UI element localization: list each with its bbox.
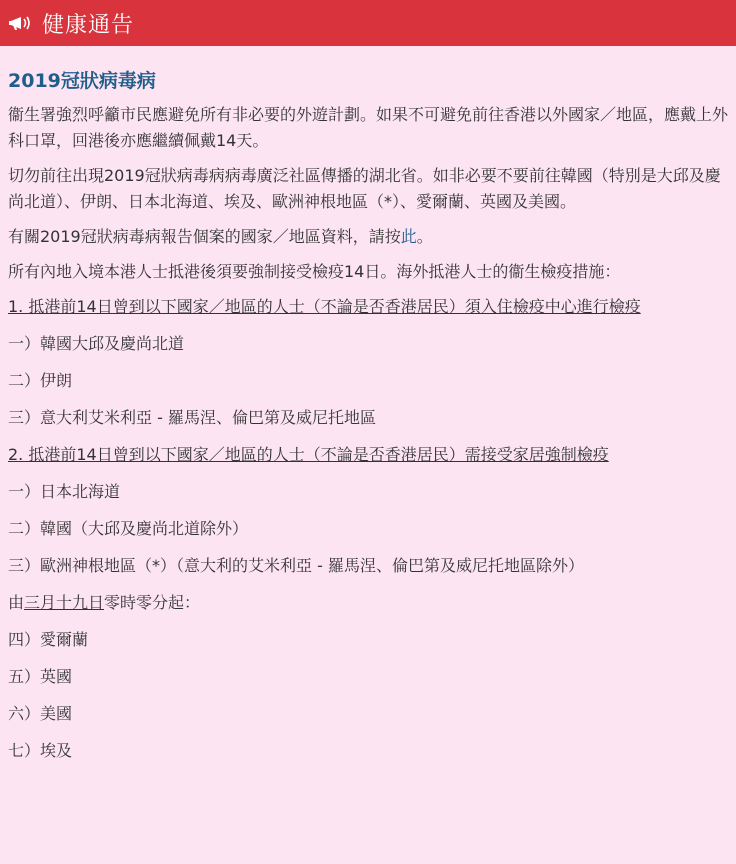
list-item: 二）伊朗 bbox=[8, 371, 73, 390]
effective-prefix: 由 bbox=[8, 593, 25, 612]
list-item: 四）愛爾蘭 bbox=[8, 630, 89, 649]
list-item: 一）日本北海道 bbox=[8, 482, 121, 501]
advice-paragraph-4: 所有內地入境本港人士抵港後須要強制接受檢疫14日。海外抵港人士的衞生檢疫措施： bbox=[8, 262, 621, 281]
section-2-title: 2. 抵港前14日曾到以下國家／地區的人士（不論是否香港居民）需接受家居強制檢疫 bbox=[8, 445, 609, 464]
section-1-title: 1. 抵港前14日曾到以下國家／地區的人士（不論是否香港居民）須入住檢疫中心進行檢疫 bbox=[8, 297, 641, 316]
page-title: 健康通告 bbox=[42, 12, 135, 38]
list-item: 一）韓國大邱及慶尚北道 bbox=[8, 334, 185, 353]
list-item: 七）埃及 bbox=[8, 741, 73, 760]
paragraph-3-end: 。 bbox=[416, 227, 433, 246]
section-heading: 2019冠狀病毒病 bbox=[8, 70, 156, 92]
cases-link[interactable]: 此 bbox=[400, 227, 417, 246]
list-item: 六）美國 bbox=[8, 704, 73, 723]
advice-paragraph-2: 切勿前往出現2019冠狀病毒病病毒廣泛社區傳播的湖北省。如非必要不要前往韓國（特別是大邱及慶尚北道）、伊朗、日本北海道、埃及、歐洲神根地區（*）、愛爾蘭、英國及美國。 bbox=[8, 166, 721, 211]
list-item: 三）歐洲神根地區（*）（意大利的艾米利亞 - 羅馬涅、倫巴第及威尼托地區除外） bbox=[8, 556, 584, 575]
advice-paragraph-1: 衞生署強烈呼籲市民應避免所有非必要的外遊計劃。如果不可避免前往香港以外國家／地區，應戴上外科口罩，回港後亦應繼續佩戴14天。 bbox=[8, 105, 729, 150]
notice-header bbox=[0, 0, 736, 46]
effective-date: 三月十九日 bbox=[24, 593, 105, 612]
list-item: 三）意大利艾米利亞 - 羅馬涅、倫巴第及威尼托地區 bbox=[8, 408, 376, 427]
effective-date-line bbox=[8, 590, 728, 616]
megaphone-icon bbox=[8, 13, 34, 33]
list-item: 五）英國 bbox=[8, 667, 73, 686]
paragraph-3-text: 有關2019冠狀病毒病報告個案的國家／地區資料，請按 bbox=[8, 227, 401, 246]
effective-suffix: 零時零分起： bbox=[104, 593, 201, 612]
notice-content bbox=[0, 68, 736, 764]
advice-paragraph-3 bbox=[8, 224, 728, 250]
list-item: 二）韓國（大邱及慶尚北道除外） bbox=[8, 519, 249, 538]
